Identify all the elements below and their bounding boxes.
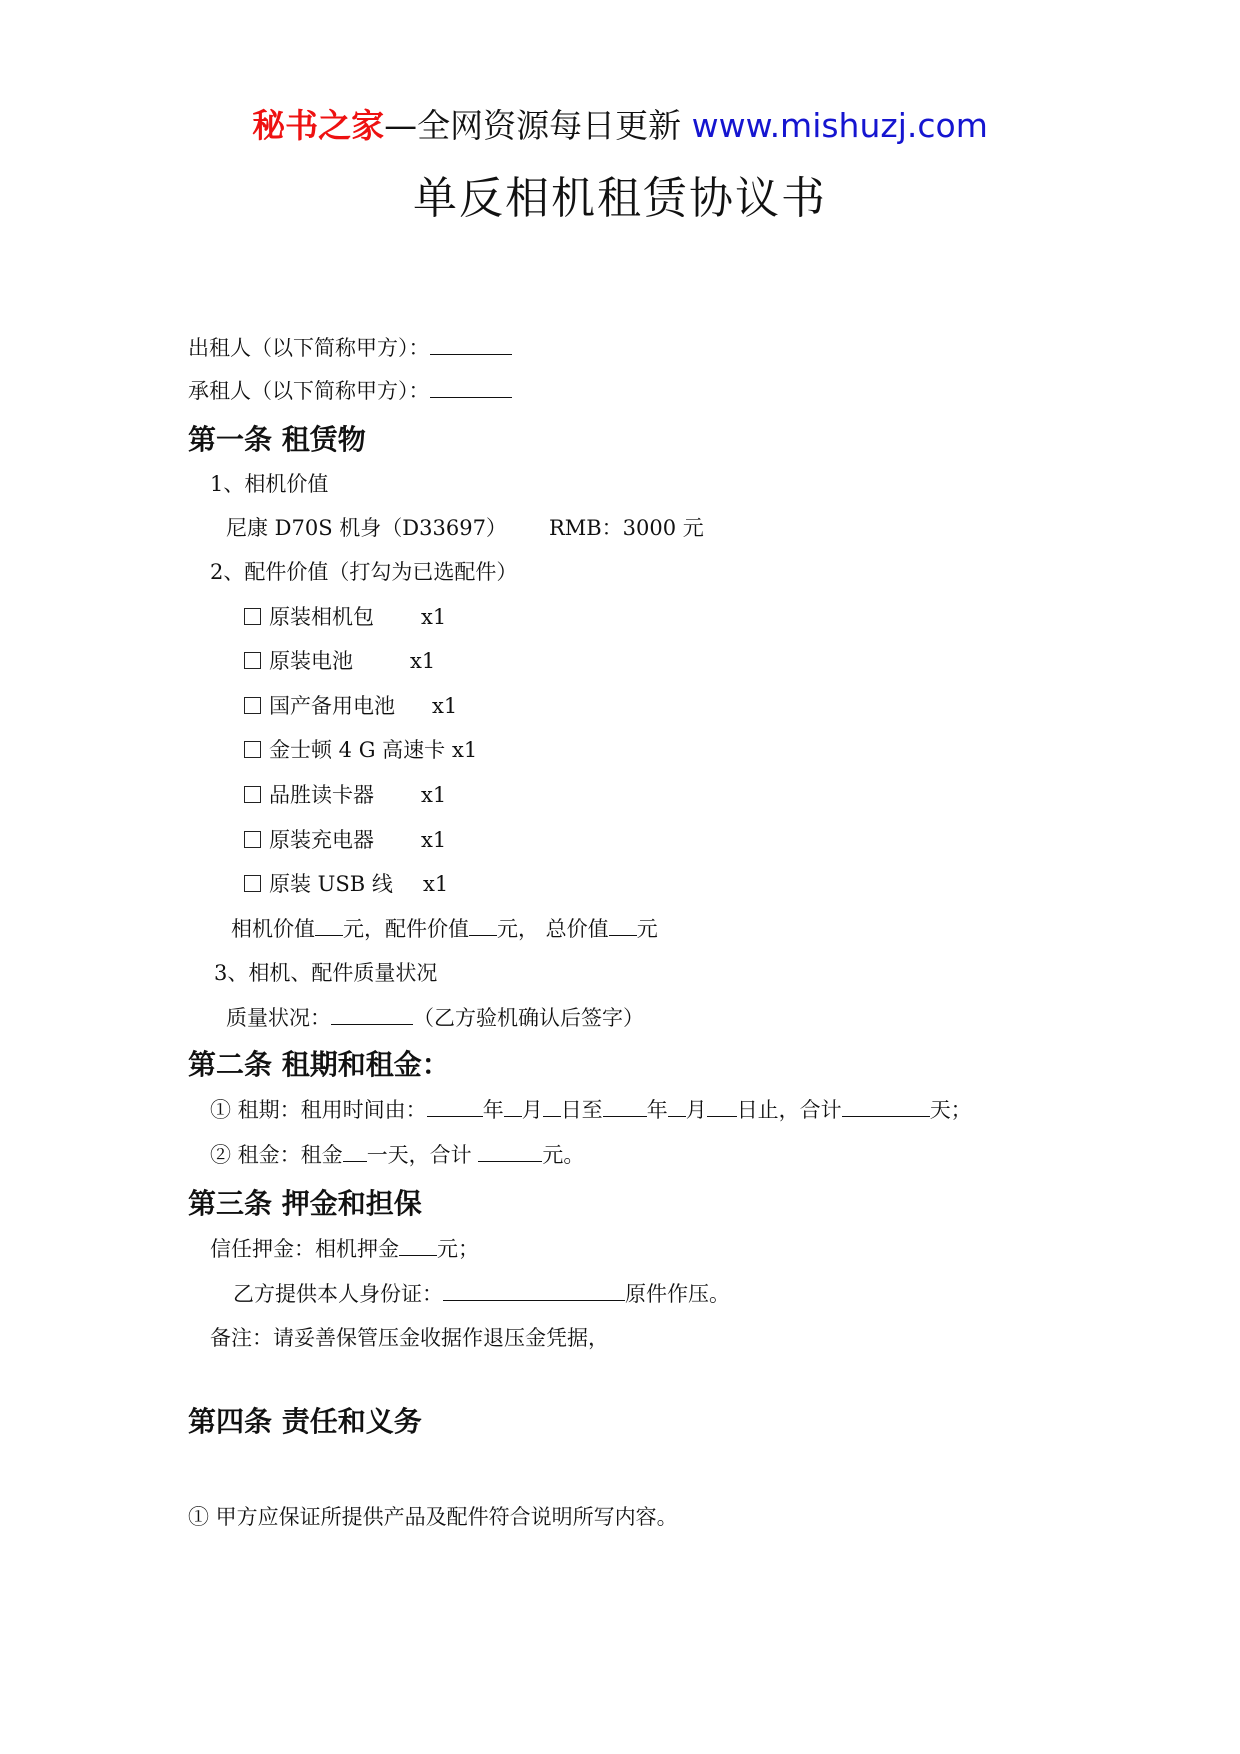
year1-label: 年 [482,1098,504,1122]
day2-label: 日止，合计 [736,1098,842,1122]
total-value-blank[interactable] [609,915,637,936]
deposit-prefix: 信任押金：相机押金 [210,1237,399,1261]
quality-label: 3、相机、配件质量状况 [214,961,438,985]
year2-label: 年 [646,1098,668,1122]
days-label: 天； [929,1098,972,1122]
accessory-qty: x1 [410,649,436,673]
accessory-item [244,781,446,809]
value-totals-line [231,915,658,943]
rent-line [210,1141,584,1169]
article4-item1: ① 甲方应保证所提供产品及配件符合说明所写内容。 [188,1505,678,1529]
camera-line [226,514,704,542]
total-unit: 元 [636,917,658,941]
accessories-label: 2、配件价值（打勾为已选配件） [210,560,518,584]
checkbox-icon[interactable] [244,741,261,758]
id-suffix: 原件作压。 [625,1282,730,1306]
article4-heading: 第四条 责任和义务 [188,1405,422,1438]
total-value-text: 元， 总价值 [497,917,609,941]
checkbox-icon[interactable] [244,875,261,892]
accessory-name: 原装相机包 [269,605,374,629]
accessory-value-text: 元，配件价值 [343,917,469,941]
lessee-line [188,377,512,405]
id-line [233,1280,730,1308]
site-url[interactable]: www.mishuzj.com [691,106,988,145]
checkbox-icon[interactable] [244,652,261,669]
month1-label: 月 [521,1098,543,1122]
deposit-note: 备注：请妥善保管压金收据作退压金凭据， [210,1326,609,1350]
accessory-qty: x1 [421,605,447,629]
quality-status-label: 质量状况： [226,1006,331,1030]
lessee-label: 承租人（以下简称甲方）： [188,379,430,403]
checkbox-icon[interactable] [244,831,261,848]
accessory-name: 金士顿 4 G 高速卡 [269,738,446,762]
accessory-name: 原装 USB 线 [269,872,393,896]
camera-desc: 尼康 D70S 机身（D33697） [226,516,507,540]
deposit-line [210,1235,479,1263]
rent-prefix: ② 租金：租金 [210,1143,343,1167]
quality-note: （乙方验机确认后签字） [413,1006,644,1030]
year1-blank[interactable] [427,1096,483,1117]
accessory-qty: x1 [421,783,447,807]
checkbox-icon[interactable] [244,697,261,714]
accessory-item [244,603,446,631]
accessory-qty: x1 [421,828,447,852]
accessory-qty: x1 [432,694,458,718]
article1-heading: 第一条 租赁物 [188,423,366,456]
year2-blank[interactable] [603,1096,647,1117]
deposit-unit: 元； [437,1237,479,1261]
accessory-name: 国产备用电池 [269,694,395,718]
article2-heading: 第二条 租期和租金： [188,1048,450,1081]
document-title: 单反相机租赁协议书 [413,173,827,224]
month2-label: 月 [685,1098,707,1122]
month2-blank[interactable] [668,1096,686,1117]
accessory-name: 原装电池 [269,649,353,673]
lessor-line [188,334,512,362]
site-header [0,100,1240,147]
header-tagline: —全网资源每日更新 [384,106,682,145]
quality-line [226,1004,644,1032]
days-blank[interactable] [842,1096,930,1117]
term-prefix: ① 租期：租用时间由： [210,1098,427,1122]
accessory-value-blank[interactable] [469,915,497,936]
month1-blank[interactable] [504,1096,522,1117]
checkbox-icon[interactable] [244,786,261,803]
accessory-item [244,826,446,854]
brand-name: 秘书之家 [252,106,385,145]
day2-blank[interactable] [707,1096,737,1117]
accessory-name: 品胜读卡器 [269,783,374,807]
rent-total-blank[interactable] [478,1141,542,1162]
rent-per-day: 一天，合计 [366,1143,472,1167]
accessory-qty: x1 [452,738,478,762]
camera-price: RMB：3000 元 [548,516,704,540]
deposit-blank[interactable] [399,1235,437,1256]
camera-value-blank[interactable] [315,915,343,936]
camera-value-text: 相机价值 [231,917,315,941]
accessory-item [244,692,457,720]
quality-blank[interactable] [331,1004,413,1025]
article3-heading: 第三条 押金和担保 [188,1187,422,1220]
rent-unit: 元。 [542,1143,585,1167]
lessee-blank[interactable] [430,377,512,398]
camera-value-label: 1、相机价值 [210,472,329,496]
accessory-item [244,870,448,898]
lessor-blank[interactable] [430,334,512,355]
checkbox-icon[interactable] [244,608,261,625]
id-prefix: 乙方提供本人身份证： [233,1282,443,1306]
day1-label: 日至 [560,1098,603,1122]
rent-rate-blank[interactable] [343,1141,367,1162]
accessory-item [244,647,435,675]
accessory-item [244,736,477,764]
lessor-label: 出租人（以下简称甲方）： [188,336,430,360]
accessory-name: 原装充电器 [269,828,374,852]
day1-blank[interactable] [543,1096,561,1117]
accessory-qty: x1 [423,872,449,896]
id-blank[interactable] [443,1280,625,1301]
term-line [210,1096,972,1124]
